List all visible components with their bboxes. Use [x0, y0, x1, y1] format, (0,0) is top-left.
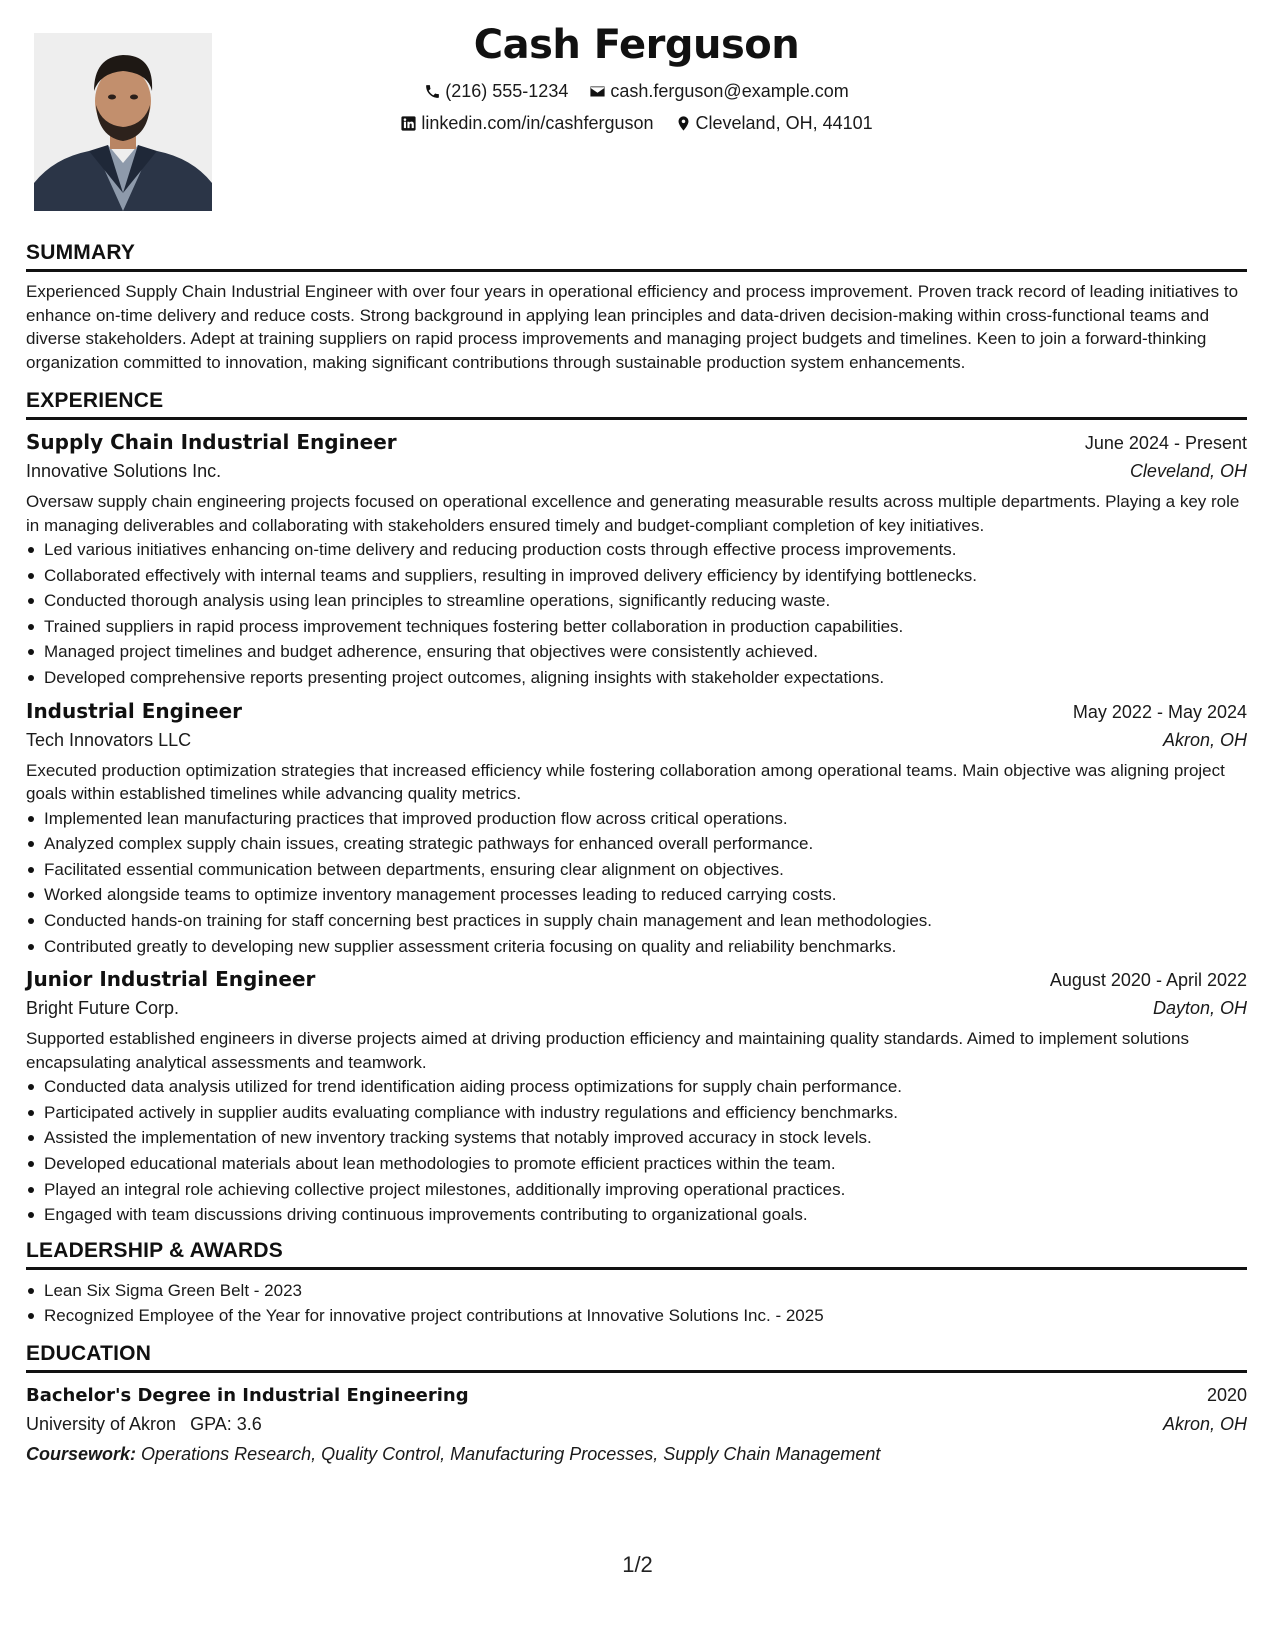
- linkedin-icon: [400, 115, 417, 132]
- job-entry: [26, 965, 1247, 1228]
- phone-text: (216) 555-1234: [445, 81, 569, 101]
- list-item: Developed comprehensive reports presenting project outcomes, aligning insights with stakeholder expectations.: [44, 665, 1247, 691]
- list-item: Analyzed complex supply chain issues, creating strategic pathways for enhanced overall performance.: [44, 831, 1247, 857]
- resume-page: [26, 0, 1247, 1650]
- job-description: Executed production optimization strategies that increased efficiency while fostering collaboration among operational teams. Main objective was aligning project goals within established timelines while advancing quality metrics.: [26, 760, 1225, 804]
- education-school-line: [26, 1410, 262, 1438]
- job-bullets: [26, 537, 1247, 691]
- education-heading: EDUCATION: [26, 1341, 1247, 1373]
- coursework-label: Coursework:: [26, 1443, 137, 1464]
- linkedin-text: linkedin.com/in/cashferguson: [421, 113, 654, 133]
- job-dates: June 2024 - Present: [1084, 433, 1247, 453]
- list-item: Developed educational materials about lean methodologies to promote efficient practices within the team.: [44, 1151, 1247, 1177]
- list-item: Conducted data analysis utilized for trend identification aiding process optimizations for supply chain performance.: [44, 1074, 1247, 1100]
- email-text: cash.ferguson@example.com: [610, 81, 849, 101]
- education-gpa: GPA: 3.6: [190, 1413, 262, 1434]
- phone-icon: [424, 83, 441, 100]
- contact-linkedin[interactable]: [400, 113, 653, 134]
- page-number: 1/2: [622, 1552, 653, 1577]
- education-location: Akron, OH: [1162, 1413, 1247, 1434]
- list-item: Led various initiatives enhancing on-time delivery and reducing production costs through effective process improvements.: [44, 537, 1247, 563]
- list-item: Recognized Employee of the Year for innovative project contributions at Innovative Solutions Inc. - 2025: [44, 1303, 1247, 1329]
- education-degree: Bachelor's Degree in Industrial Engineering: [26, 1384, 469, 1406]
- location-text: Cleveland, OH, 44101: [695, 113, 873, 133]
- job-location: Dayton, OH: [1152, 998, 1247, 1019]
- contact-location: [675, 113, 873, 134]
- leadership-section: [26, 1238, 1247, 1329]
- job-dates: August 2020 - April 2022: [1049, 970, 1247, 991]
- job-company: Bright Future Corp.: [26, 998, 180, 1019]
- list-item: Engaged with team discussions driving continuous improvements contributing to organizational goals.: [44, 1202, 1247, 1228]
- summary-section: [26, 240, 1247, 374]
- list-item: Collaborated effectively with internal teams and suppliers, resulting in improved delivery efficiency by identifying bottlenecks.: [44, 563, 1247, 589]
- list-item: Lean Six Sigma Green Belt - 2023: [44, 1278, 1247, 1304]
- summary-text: Experienced Supply Chain Industrial Engineer with over four years in operational efficiency and process improvement. Proven track record of leading initiatives to enhance on-time delivery and reduce costs. Strong background in applying lean principles and data-driven decision-making within cross-functional teams and diverse stakeholders. Adept at training suppliers on rapid process improvements and managing project budgets and timelines. Keen to join a forward-thinking organization committed to innovation, making significant contributions through sustainable production system enhancements.: [26, 282, 1239, 372]
- job-company: Innovative Solutions Inc.: [26, 461, 222, 481]
- list-item: Facilitated essential communication between departments, ensuring clear alignment on objectives.: [44, 857, 1247, 883]
- list-item: Participated actively in supplier audits evaluating compliance with industry regulations and efficiency benchmarks.: [44, 1100, 1247, 1126]
- list-item: Conducted hands-on training for staff concerning best practices in supply chain management and lean methodologies.: [44, 908, 1247, 934]
- job-bullets: [26, 806, 1247, 960]
- list-item: Managed project timelines and budget adherence, ensuring that objectives were consistently achieved.: [44, 639, 1247, 665]
- job-location: Akron, OH: [1162, 729, 1247, 750]
- experience-section: [26, 388, 1247, 1228]
- contact-phone[interactable]: [424, 81, 568, 102]
- list-item: Implemented lean manufacturing practices that improved production flow across critical operations.: [44, 806, 1247, 832]
- list-item: Assisted the implementation of new inventory tracking systems that notably improved accuracy in stock levels.: [44, 1125, 1247, 1151]
- job-dates: May 2022 - May 2024: [1072, 701, 1247, 722]
- job-title: Supply Chain Industrial Engineer: [26, 430, 397, 454]
- candidate-name: Cash Ferguson: [473, 22, 800, 68]
- list-item: Worked alongside teams to optimize inventory management processes leading to reduced carrying costs.: [44, 882, 1247, 908]
- map-pin-icon: [675, 115, 692, 132]
- job-bullets: [26, 1074, 1247, 1228]
- job-description: Supported established engineers in diverse projects aimed at driving production efficiency and maintaining quality standards. Aimed to implement solutions encapsulating analytical assessments and teamwork.: [26, 1029, 1189, 1072]
- job-entry: [26, 697, 1247, 960]
- education-section: [26, 1341, 1247, 1469]
- education-year: 2020: [1206, 1384, 1247, 1405]
- summary-heading: SUMMARY: [26, 240, 1247, 272]
- leadership-list: [26, 1278, 1247, 1329]
- experience-heading: EXPERIENCE: [26, 388, 1247, 420]
- envelope-icon: [589, 83, 606, 100]
- list-item: Trained suppliers in rapid process improvement techniques fostering better collaboration in production capabilities.: [44, 614, 1247, 640]
- contact-line-2: [26, 113, 1247, 137]
- contact-email[interactable]: [589, 81, 848, 102]
- job-title: Junior Industrial Engineer: [26, 967, 316, 992]
- contact-line-1: [26, 81, 1247, 105]
- leadership-heading: LEADERSHIP & AWARDS: [26, 1238, 1247, 1270]
- job-company: Tech Innovators LLC: [26, 729, 192, 750]
- coursework-list: Operations Research, Quality Control, Manufacturing Processes, Supply Chain Management: [141, 1443, 881, 1464]
- resume-header: [26, 0, 1247, 240]
- job-description: Oversaw supply chain engineering projects focused on operational excellence and generating measurable results across multiple departments. Playing a key role in managing deliverables and collaborating with stakeholders ensured timely and budget-compliant completion of key initiatives.: [26, 492, 1240, 535]
- list-item: Played an integral role achieving collective project milestones, additionally improving operational practices.: [44, 1177, 1247, 1203]
- list-item: Conducted thorough analysis using lean principles to streamline operations, significantly reducing waste.: [44, 588, 1247, 614]
- job-title: Industrial Engineer: [26, 698, 243, 723]
- job-location: Cleveland, OH: [1129, 461, 1247, 481]
- education-school: University of Akron: [26, 1413, 177, 1434]
- job-entry: [26, 428, 1247, 691]
- list-item: Contributed greatly to developing new supplier assessment criteria focusing on quality and reliability benchmarks.: [44, 934, 1247, 960]
- education-coursework: [26, 1439, 1247, 1469]
